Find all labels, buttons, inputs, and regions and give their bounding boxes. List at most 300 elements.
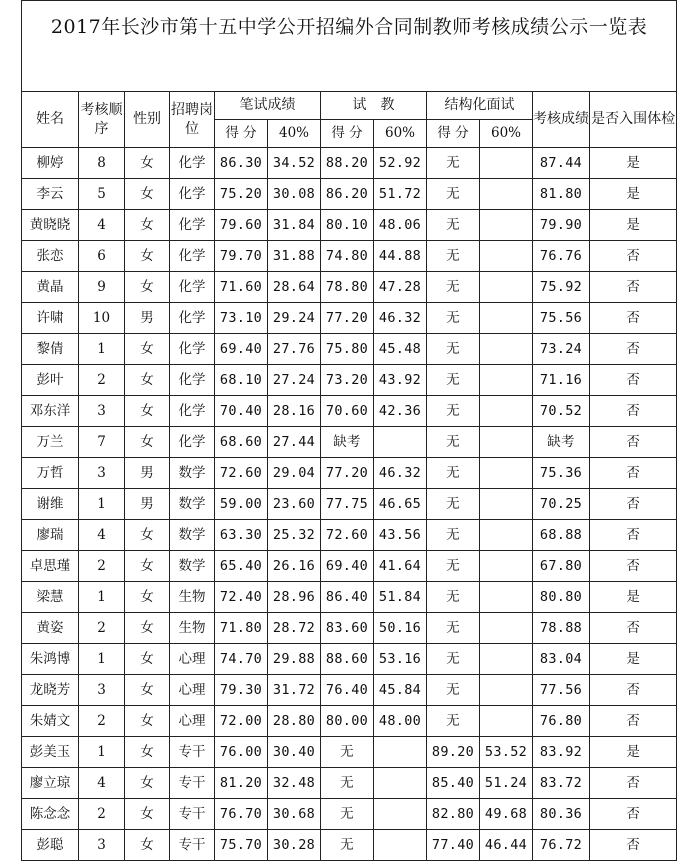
cell-gender: 女 xyxy=(125,427,170,458)
table-row xyxy=(22,210,677,241)
cell-post: 化学 xyxy=(170,210,215,241)
cell-post: 化学 xyxy=(170,427,215,458)
cell-post: 专干 xyxy=(170,737,215,768)
cell-trial-score: 86.20 xyxy=(321,179,374,210)
cell-interview-score: 无 xyxy=(427,489,480,520)
cell-post: 数学 xyxy=(170,458,215,489)
cell-interview-60 xyxy=(480,148,533,179)
cell-gender: 女 xyxy=(125,613,170,644)
cell-post: 心理 xyxy=(170,644,215,675)
cell-interview-score: 无 xyxy=(427,644,480,675)
cell-trial-60: 45.84 xyxy=(374,675,427,706)
cell-gender: 女 xyxy=(125,768,170,799)
cell-post: 化学 xyxy=(170,303,215,334)
cell-written-score: 81.20 xyxy=(215,768,268,799)
cell-physical: 否 xyxy=(590,272,677,303)
cell-interview-60 xyxy=(480,365,533,396)
cell-gender: 女 xyxy=(125,396,170,427)
cell-total: 80.36 xyxy=(533,799,590,830)
cell-written-40: 27.24 xyxy=(268,365,321,396)
table-row xyxy=(22,551,677,582)
cell-physical: 否 xyxy=(590,613,677,644)
cell-trial-score: 无 xyxy=(321,768,374,799)
cell-trial-score: 72.60 xyxy=(321,520,374,551)
cell-total: 76.76 xyxy=(533,241,590,272)
header-written-40: 40% xyxy=(268,120,321,148)
cell-interview-score: 无 xyxy=(427,427,480,458)
cell-interview-60: 49.68 xyxy=(480,799,533,830)
cell-interview-60 xyxy=(480,520,533,551)
cell-gender: 男 xyxy=(125,489,170,520)
cell-interview-score: 77.40 xyxy=(427,830,480,861)
cell-interview-60 xyxy=(480,582,533,613)
cell-interview-score: 无 xyxy=(427,551,480,582)
cell-gender: 女 xyxy=(125,272,170,303)
cell-physical: 否 xyxy=(590,830,677,861)
table-row xyxy=(22,799,677,830)
cell-name: 廖立琼 xyxy=(22,768,79,799)
cell-total: 75.56 xyxy=(533,303,590,334)
cell-order: 2 xyxy=(79,799,125,830)
table-row xyxy=(22,520,677,551)
cell-post: 专干 xyxy=(170,768,215,799)
table-row xyxy=(22,179,677,210)
cell-order: 6 xyxy=(79,241,125,272)
cell-gender: 男 xyxy=(125,458,170,489)
cell-order: 3 xyxy=(79,830,125,861)
cell-trial-score: 缺考 xyxy=(321,427,374,458)
cell-written-score: 69.40 xyxy=(215,334,268,365)
table-row xyxy=(22,396,677,427)
table-row xyxy=(22,148,677,179)
cell-written-score: 73.10 xyxy=(215,303,268,334)
cell-name: 邓东洋 xyxy=(22,396,79,427)
cell-trial-60 xyxy=(374,830,427,861)
cell-interview-score: 无 xyxy=(427,520,480,551)
cell-trial-score: 无 xyxy=(321,799,374,830)
table-row xyxy=(22,706,677,737)
cell-written-40: 30.68 xyxy=(268,799,321,830)
table-row xyxy=(22,644,677,675)
cell-trial-60: 51.72 xyxy=(374,179,427,210)
cell-total: 80.80 xyxy=(533,582,590,613)
cell-total: 71.16 xyxy=(533,365,590,396)
cell-physical: 否 xyxy=(590,768,677,799)
cell-written-score: 76.70 xyxy=(215,799,268,830)
table-row xyxy=(22,582,677,613)
cell-interview-60 xyxy=(480,706,533,737)
table-row xyxy=(22,489,677,520)
cell-order: 7 xyxy=(79,427,125,458)
cell-order: 1 xyxy=(79,334,125,365)
cell-trial-score: 76.40 xyxy=(321,675,374,706)
cell-written-40: 29.88 xyxy=(268,644,321,675)
cell-trial-60: 48.00 xyxy=(374,706,427,737)
cell-order: 1 xyxy=(79,737,125,768)
cell-post: 化学 xyxy=(170,334,215,365)
cell-written-score: 74.70 xyxy=(215,644,268,675)
cell-written-40: 28.80 xyxy=(268,706,321,737)
cell-trial-score: 88.20 xyxy=(321,148,374,179)
cell-written-40: 29.24 xyxy=(268,303,321,334)
cell-gender: 女 xyxy=(125,675,170,706)
cell-written-40: 31.84 xyxy=(268,210,321,241)
cell-gender: 女 xyxy=(125,737,170,768)
cell-order: 4 xyxy=(79,210,125,241)
cell-order: 3 xyxy=(79,675,125,706)
cell-trial-score: 88.60 xyxy=(321,644,374,675)
cell-post: 数学 xyxy=(170,551,215,582)
cell-post: 数学 xyxy=(170,489,215,520)
cell-physical: 是 xyxy=(590,210,677,241)
cell-interview-60: 46.44 xyxy=(480,830,533,861)
cell-total: 68.88 xyxy=(533,520,590,551)
cell-trial-score: 80.10 xyxy=(321,210,374,241)
cell-written-score: 72.00 xyxy=(215,706,268,737)
cell-physical: 否 xyxy=(590,520,677,551)
score-table xyxy=(21,0,677,861)
cell-total: 77.56 xyxy=(533,675,590,706)
cell-written-score: 63.30 xyxy=(215,520,268,551)
header-post: 招聘岗位 xyxy=(170,92,215,148)
cell-physical: 是 xyxy=(590,582,677,613)
cell-physical: 否 xyxy=(590,427,677,458)
cell-physical: 否 xyxy=(590,706,677,737)
cell-name: 卓思瑾 xyxy=(22,551,79,582)
cell-interview-60 xyxy=(480,272,533,303)
table-row xyxy=(22,830,677,861)
cell-post: 生物 xyxy=(170,613,215,644)
cell-written-40: 25.32 xyxy=(268,520,321,551)
cell-name: 朱鸿博 xyxy=(22,644,79,675)
cell-name: 朱婧文 xyxy=(22,706,79,737)
header-trial-60: 60% xyxy=(374,120,427,148)
cell-gender: 女 xyxy=(125,830,170,861)
table-row xyxy=(22,458,677,489)
cell-written-score: 71.80 xyxy=(215,613,268,644)
cell-trial-60: 46.65 xyxy=(374,489,427,520)
cell-interview-score: 无 xyxy=(427,582,480,613)
cell-physical: 否 xyxy=(590,365,677,396)
table-row xyxy=(22,365,677,396)
table-title: 2017年长沙市第十五中学公开招编外合同制教师考核成绩公示一览表 xyxy=(22,1,677,92)
table-row xyxy=(22,303,677,334)
cell-name: 黄姿 xyxy=(22,613,79,644)
header-interview-60: 60% xyxy=(480,120,533,148)
cell-interview-score: 无 xyxy=(427,210,480,241)
table-row xyxy=(22,737,677,768)
cell-post: 生物 xyxy=(170,582,215,613)
cell-trial-60: 42.36 xyxy=(374,396,427,427)
cell-written-score: 86.30 xyxy=(215,148,268,179)
cell-gender: 女 xyxy=(125,520,170,551)
cell-written-score: 71.60 xyxy=(215,272,268,303)
cell-total: 83.72 xyxy=(533,768,590,799)
cell-name: 万兰 xyxy=(22,427,79,458)
table-row xyxy=(22,613,677,644)
cell-written-score: 79.60 xyxy=(215,210,268,241)
cell-interview-score: 无 xyxy=(427,396,480,427)
cell-interview-60 xyxy=(480,241,533,272)
header-trial: 试 教 xyxy=(321,92,427,120)
cell-name: 龙晓芳 xyxy=(22,675,79,706)
cell-total: 73.24 xyxy=(533,334,590,365)
cell-total: 83.92 xyxy=(533,737,590,768)
cell-written-40: 26.16 xyxy=(268,551,321,582)
cell-post: 专干 xyxy=(170,830,215,861)
cell-name: 万哲 xyxy=(22,458,79,489)
cell-trial-60: 47.28 xyxy=(374,272,427,303)
cell-post: 数学 xyxy=(170,520,215,551)
cell-name: 廖瑞 xyxy=(22,520,79,551)
cell-post: 化学 xyxy=(170,241,215,272)
cell-physical: 否 xyxy=(590,241,677,272)
cell-post: 化学 xyxy=(170,179,215,210)
cell-interview-60 xyxy=(480,458,533,489)
cell-interview-score: 89.20 xyxy=(427,737,480,768)
cell-post: 化学 xyxy=(170,365,215,396)
cell-interview-score: 无 xyxy=(427,272,480,303)
score-sheet xyxy=(21,0,676,862)
cell-trial-60: 45.48 xyxy=(374,334,427,365)
cell-total: 70.52 xyxy=(533,396,590,427)
cell-total: 75.36 xyxy=(533,458,590,489)
cell-post: 化学 xyxy=(170,272,215,303)
cell-written-40: 29.04 xyxy=(268,458,321,489)
cell-interview-60 xyxy=(480,210,533,241)
cell-trial-60: 52.92 xyxy=(374,148,427,179)
table-row xyxy=(22,272,677,303)
cell-trial-score: 77.75 xyxy=(321,489,374,520)
cell-order: 4 xyxy=(79,520,125,551)
cell-order: 1 xyxy=(79,644,125,675)
cell-trial-score: 78.80 xyxy=(321,272,374,303)
cell-gender: 女 xyxy=(125,365,170,396)
cell-physical: 否 xyxy=(590,675,677,706)
cell-order: 9 xyxy=(79,272,125,303)
table-row xyxy=(22,768,677,799)
cell-gender: 男 xyxy=(125,303,170,334)
cell-total: 78.88 xyxy=(533,613,590,644)
cell-gender: 女 xyxy=(125,799,170,830)
cell-written-40: 30.40 xyxy=(268,737,321,768)
cell-trial-score: 70.60 xyxy=(321,396,374,427)
cell-order: 10 xyxy=(79,303,125,334)
cell-interview-60 xyxy=(480,303,533,334)
cell-physical: 否 xyxy=(590,799,677,830)
cell-interview-60 xyxy=(480,644,533,675)
cell-trial-60 xyxy=(374,799,427,830)
table-row xyxy=(22,427,677,458)
cell-written-score: 70.40 xyxy=(215,396,268,427)
cell-written-40: 23.60 xyxy=(268,489,321,520)
cell-interview-60 xyxy=(480,396,533,427)
cell-written-40: 31.72 xyxy=(268,675,321,706)
cell-trial-60: 43.92 xyxy=(374,365,427,396)
cell-total: 76.80 xyxy=(533,706,590,737)
cell-trial-score: 80.00 xyxy=(321,706,374,737)
cell-order: 5 xyxy=(79,179,125,210)
cell-written-40: 32.48 xyxy=(268,768,321,799)
cell-interview-score: 无 xyxy=(427,675,480,706)
cell-order: 3 xyxy=(79,458,125,489)
cell-interview-score: 无 xyxy=(427,613,480,644)
cell-post: 化学 xyxy=(170,148,215,179)
cell-gender: 女 xyxy=(125,334,170,365)
cell-order: 2 xyxy=(79,551,125,582)
cell-name: 梁慧 xyxy=(22,582,79,613)
cell-order: 1 xyxy=(79,582,125,613)
cell-interview-score: 无 xyxy=(427,458,480,489)
cell-written-40: 28.72 xyxy=(268,613,321,644)
cell-total: 67.80 xyxy=(533,551,590,582)
cell-trial-score: 77.20 xyxy=(321,458,374,489)
cell-total: 83.04 xyxy=(533,644,590,675)
cell-written-40: 27.44 xyxy=(268,427,321,458)
cell-interview-score: 无 xyxy=(427,179,480,210)
cell-interview-60 xyxy=(480,675,533,706)
cell-written-score: 75.70 xyxy=(215,830,268,861)
cell-trial-60: 41.64 xyxy=(374,551,427,582)
cell-post: 心理 xyxy=(170,706,215,737)
cell-trial-60: 48.06 xyxy=(374,210,427,241)
cell-interview-score: 无 xyxy=(427,334,480,365)
cell-trial-score: 无 xyxy=(321,737,374,768)
cell-written-score: 79.30 xyxy=(215,675,268,706)
cell-written-40: 31.88 xyxy=(268,241,321,272)
cell-trial-60: 46.32 xyxy=(374,458,427,489)
cell-interview-60: 53.52 xyxy=(480,737,533,768)
cell-name: 彭聪 xyxy=(22,830,79,861)
cell-total: 70.25 xyxy=(533,489,590,520)
cell-physical: 是 xyxy=(590,179,677,210)
cell-trial-60: 43.56 xyxy=(374,520,427,551)
cell-written-40: 28.96 xyxy=(268,582,321,613)
cell-name: 李云 xyxy=(22,179,79,210)
header-interview-score: 得 分 xyxy=(427,120,480,148)
cell-gender: 女 xyxy=(125,706,170,737)
cell-interview-60 xyxy=(480,427,533,458)
cell-post: 心理 xyxy=(170,675,215,706)
cell-name: 彭叶 xyxy=(22,365,79,396)
cell-gender: 女 xyxy=(125,210,170,241)
cell-post: 专干 xyxy=(170,799,215,830)
cell-interview-60 xyxy=(480,334,533,365)
cell-name: 黄晶 xyxy=(22,272,79,303)
cell-name: 张恋 xyxy=(22,241,79,272)
cell-trial-score: 83.60 xyxy=(321,613,374,644)
cell-name: 柳婷 xyxy=(22,148,79,179)
cell-order: 2 xyxy=(79,365,125,396)
cell-total: 75.92 xyxy=(533,272,590,303)
cell-total: 76.72 xyxy=(533,830,590,861)
cell-written-40: 34.52 xyxy=(268,148,321,179)
cell-interview-60 xyxy=(480,613,533,644)
cell-written-40: 28.16 xyxy=(268,396,321,427)
cell-trial-score: 74.80 xyxy=(321,241,374,272)
cell-interview-60 xyxy=(480,179,533,210)
cell-physical: 是 xyxy=(590,737,677,768)
cell-interview-60: 51.24 xyxy=(480,768,533,799)
cell-written-40: 28.64 xyxy=(268,272,321,303)
cell-trial-score: 69.40 xyxy=(321,551,374,582)
cell-written-score: 75.20 xyxy=(215,179,268,210)
header-name: 姓名 xyxy=(22,92,79,148)
cell-interview-60 xyxy=(480,489,533,520)
cell-written-score: 68.60 xyxy=(215,427,268,458)
header-interview: 结构化面试 xyxy=(427,92,533,120)
cell-physical: 否 xyxy=(590,396,677,427)
header-order: 考核顺序 xyxy=(79,92,125,148)
cell-written-score: 79.70 xyxy=(215,241,268,272)
cell-trial-60: 51.84 xyxy=(374,582,427,613)
cell-written-score: 72.60 xyxy=(215,458,268,489)
cell-name: 黄晓晓 xyxy=(22,210,79,241)
table-row xyxy=(22,675,677,706)
cell-total: 79.90 xyxy=(533,210,590,241)
cell-trial-60 xyxy=(374,737,427,768)
cell-post: 化学 xyxy=(170,396,215,427)
cell-interview-score: 无 xyxy=(427,706,480,737)
cell-written-score: 68.10 xyxy=(215,365,268,396)
cell-interview-score: 无 xyxy=(427,303,480,334)
cell-interview-60 xyxy=(480,551,533,582)
table-row xyxy=(22,334,677,365)
cell-gender: 女 xyxy=(125,148,170,179)
cell-trial-60: 53.16 xyxy=(374,644,427,675)
cell-trial-score: 77.20 xyxy=(321,303,374,334)
cell-written-40: 30.28 xyxy=(268,830,321,861)
cell-gender: 女 xyxy=(125,241,170,272)
cell-total: 81.80 xyxy=(533,179,590,210)
cell-interview-score: 85.40 xyxy=(427,768,480,799)
cell-trial-60: 50.16 xyxy=(374,613,427,644)
cell-name: 谢维 xyxy=(22,489,79,520)
cell-trial-60: 46.32 xyxy=(374,303,427,334)
cell-physical: 否 xyxy=(590,303,677,334)
cell-written-40: 27.76 xyxy=(268,334,321,365)
cell-order: 2 xyxy=(79,706,125,737)
cell-written-score: 59.00 xyxy=(215,489,268,520)
cell-written-score: 76.00 xyxy=(215,737,268,768)
cell-written-score: 72.40 xyxy=(215,582,268,613)
header-total: 考核成绩 xyxy=(533,92,590,148)
cell-order: 3 xyxy=(79,396,125,427)
cell-physical: 否 xyxy=(590,489,677,520)
cell-name: 陈念念 xyxy=(22,799,79,830)
cell-name: 黎倩 xyxy=(22,334,79,365)
cell-physical: 否 xyxy=(590,551,677,582)
header-written-score: 得 分 xyxy=(215,120,268,148)
cell-interview-score: 82.80 xyxy=(427,799,480,830)
cell-order: 1 xyxy=(79,489,125,520)
cell-trial-score: 75.80 xyxy=(321,334,374,365)
header-written: 笔试成绩 xyxy=(215,92,321,120)
cell-gender: 女 xyxy=(125,179,170,210)
header-trial-score: 得 分 xyxy=(321,120,374,148)
cell-gender: 女 xyxy=(125,582,170,613)
cell-written-40: 30.08 xyxy=(268,179,321,210)
cell-trial-score: 73.20 xyxy=(321,365,374,396)
cell-order: 8 xyxy=(79,148,125,179)
cell-physical: 是 xyxy=(590,148,677,179)
cell-written-score: 65.40 xyxy=(215,551,268,582)
cell-interview-score: 无 xyxy=(427,365,480,396)
cell-physical: 否 xyxy=(590,334,677,365)
cell-trial-score: 86.40 xyxy=(321,582,374,613)
cell-total: 缺考 xyxy=(533,427,590,458)
cell-name: 彭美玉 xyxy=(22,737,79,768)
